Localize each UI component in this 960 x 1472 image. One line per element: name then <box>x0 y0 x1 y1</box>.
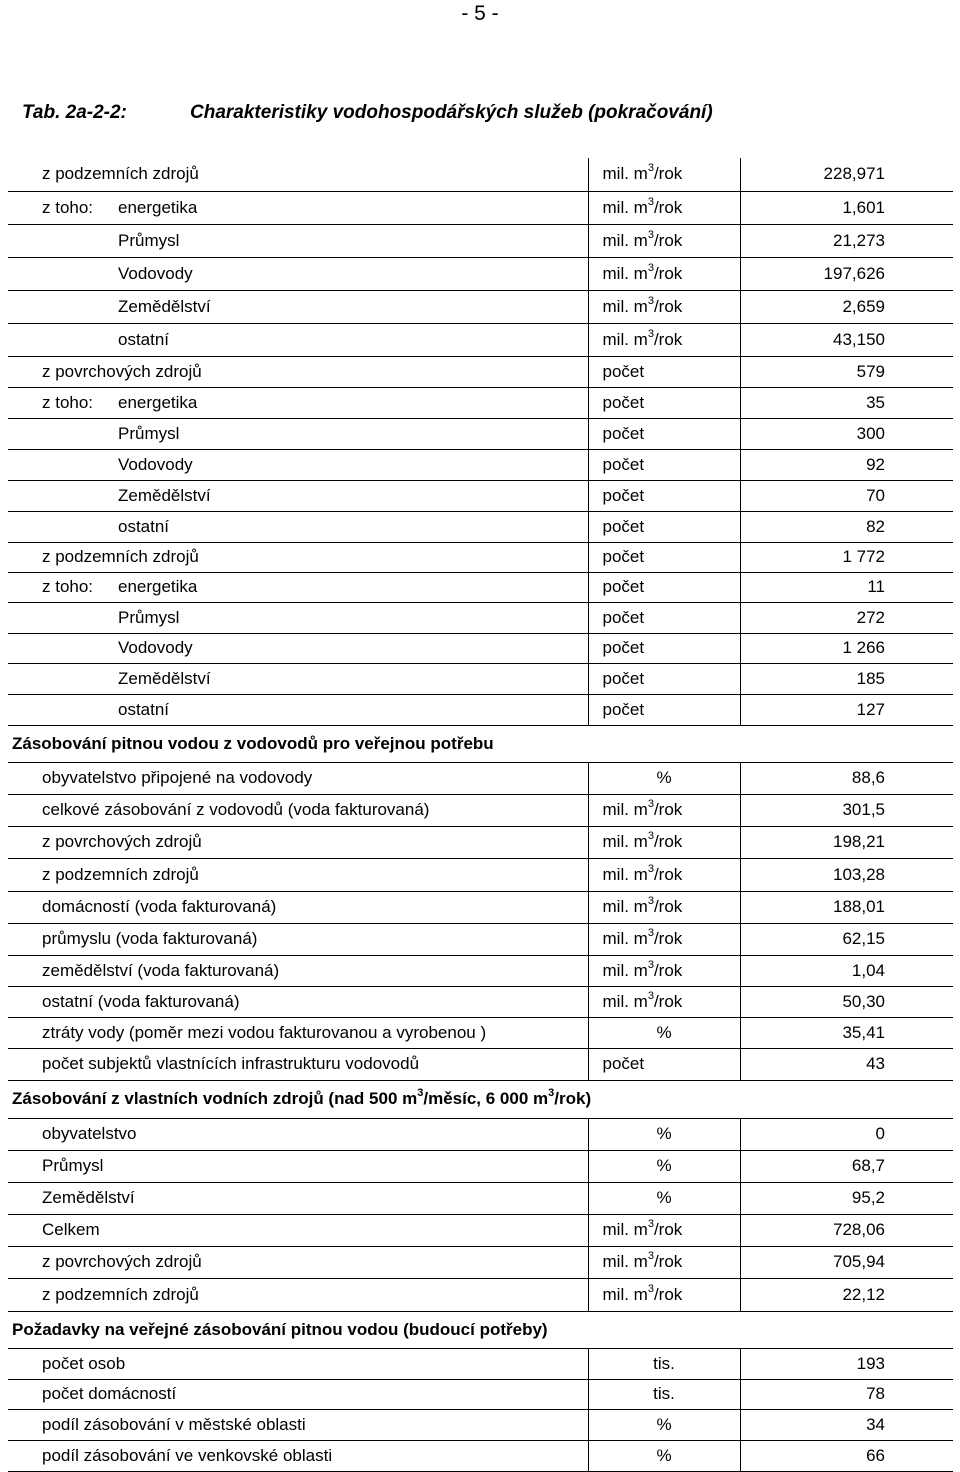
row-unit: % <box>656 1414 672 1434</box>
row-unit: % <box>656 768 672 787</box>
unit-prefix: mil. m <box>602 991 648 1011</box>
row-unit-cell <box>588 1150 740 1182</box>
unit-superscript: 3 <box>647 195 654 208</box>
unit-prefix: mil. m <box>602 960 648 980</box>
row-value: 50,30 <box>740 986 953 1017</box>
table-row <box>8 1182 953 1214</box>
section-heading-row <box>8 1311 953 1348</box>
table-caption <box>22 102 713 124</box>
row-unit: počet <box>602 361 645 381</box>
row-value: 228,971 <box>740 158 953 191</box>
table-row <box>8 923 953 955</box>
section-heading-text: Zásobování pitnou vodou z vodovodů pro veřejnou potřebu <box>12 733 494 753</box>
unit-suffix: /rok <box>653 991 683 1011</box>
page-number: - 5 - <box>461 2 499 25</box>
row-value: 11 <box>740 572 953 602</box>
row-unit: % <box>656 1124 672 1143</box>
section-heading-text: Požadavky na veřejné zásobování pitnou vodou (budoucí potřeby) <box>12 1319 548 1339</box>
row-unit-cell <box>588 1409 740 1440</box>
row-value: 1,601 <box>740 191 953 224</box>
row-unit: počet <box>602 577 645 596</box>
unit-prefix: mil. m <box>602 296 648 316</box>
unit-prefix: mil. m <box>602 800 648 819</box>
row-value: 0 <box>740 1118 953 1150</box>
unit-suffix: /rok <box>653 230 683 250</box>
row-label-cell <box>8 923 588 955</box>
water-services-table <box>8 158 953 1472</box>
row-label-cell <box>8 387 588 418</box>
row-label: z podzemních zdrojů <box>42 164 199 184</box>
row-label-cell <box>8 572 588 602</box>
row-label-cell <box>8 224 588 257</box>
section-heading-sup: 3 <box>548 1087 555 1099</box>
unit-superscript: 3 <box>647 830 654 842</box>
row-unit-cell <box>588 663 740 694</box>
table-row <box>8 891 953 923</box>
row-unit: tis. <box>653 1353 675 1373</box>
row-unit-cell <box>588 418 740 449</box>
row-label: energetika <box>118 577 198 596</box>
row-value: 43 <box>740 1048 953 1080</box>
row-label-cell <box>8 542 588 572</box>
table-row <box>8 1246 953 1278</box>
unit-suffix: /rok <box>653 864 683 884</box>
row-label: zemědělství (voda fakturovaná) <box>42 960 280 980</box>
row-label: ostatní <box>118 329 170 349</box>
row-unit-cell <box>588 449 740 480</box>
row-label-cell <box>8 794 588 826</box>
row-unit-cell <box>588 1379 740 1409</box>
row-label: Průmysl <box>118 230 180 250</box>
table-caption-label: Tab. 2a-2-2: <box>22 102 127 123</box>
row-unit-cell <box>588 891 740 923</box>
unit-suffix: /rok <box>653 1252 683 1271</box>
row-unit: % <box>656 1445 672 1465</box>
unit-prefix: mil. m <box>602 832 648 851</box>
row-label-cell <box>8 633 588 663</box>
row-label: z podzemních zdrojů <box>42 547 199 566</box>
row-unit-cell <box>588 191 740 224</box>
table-row <box>8 1150 953 1182</box>
row-prefix: z toho: <box>42 197 94 217</box>
unit-suffix: /rok <box>653 1220 683 1239</box>
row-label-cell <box>8 257 588 290</box>
unit-prefix: mil. m <box>602 197 648 217</box>
row-value: 66 <box>740 1440 953 1471</box>
row-label: podíl zásobování ve venkovské oblasti <box>42 1445 333 1465</box>
unit-prefix: mil. m <box>602 1284 648 1304</box>
table-row <box>8 986 953 1017</box>
row-unit-cell <box>588 290 740 323</box>
row-unit-cell <box>588 794 740 826</box>
row-label: energetika <box>118 392 198 412</box>
table-body <box>8 158 953 1471</box>
unit-superscript: 3 <box>647 162 654 175</box>
table-row <box>8 480 953 511</box>
row-unit-cell <box>588 923 740 955</box>
row-unit-cell <box>588 602 740 633</box>
unit-suffix: /rok <box>653 164 683 184</box>
row-label-cell <box>8 891 588 923</box>
unit-suffix: /rok <box>653 197 683 217</box>
row-label-cell <box>8 602 588 633</box>
unit-superscript: 3 <box>647 1282 654 1295</box>
row-label: energetika <box>118 197 198 217</box>
row-unit-cell <box>588 1182 740 1214</box>
section-heading-row <box>8 1080 953 1118</box>
table-row <box>8 633 953 663</box>
unit-superscript: 3 <box>647 261 654 274</box>
table-row <box>8 572 953 602</box>
row-value: 43,150 <box>740 323 953 356</box>
row-unit-cell <box>588 694 740 725</box>
row-value: 197,626 <box>740 257 953 290</box>
row-label: Celkem <box>42 1220 100 1239</box>
table-row <box>8 1409 953 1440</box>
row-label: Zemědělství <box>118 296 211 316</box>
table-row <box>8 387 953 418</box>
row-unit-cell <box>588 1440 740 1471</box>
unit-prefix: mil. m <box>602 897 648 916</box>
table-row <box>8 449 953 480</box>
row-label: počet subjektů vlastnících infrastrukturu vodovodů <box>42 1054 420 1073</box>
row-unit-cell <box>588 986 740 1017</box>
row-label-cell <box>8 1278 588 1311</box>
row-value: 62,15 <box>740 923 953 955</box>
row-unit-cell <box>588 826 740 858</box>
row-unit: počet <box>602 607 645 627</box>
row-value: 22,12 <box>740 1278 953 1311</box>
unit-superscript: 3 <box>647 294 654 307</box>
row-value: 103,28 <box>740 858 953 891</box>
table-row <box>8 1214 953 1246</box>
row-label: z podzemních zdrojů <box>42 864 199 884</box>
row-unit-cell <box>588 1017 740 1048</box>
row-value: 728,06 <box>740 1214 953 1246</box>
row-value: 88,6 <box>740 762 953 794</box>
row-label: celkové zásobování z vodovodů (voda fakturovaná) <box>42 800 430 819</box>
row-unit: % <box>656 1156 672 1175</box>
table-row <box>8 191 953 224</box>
table-row <box>8 955 953 986</box>
row-unit: % <box>656 1188 672 1207</box>
table-row <box>8 858 953 891</box>
row-value: 705,94 <box>740 1246 953 1278</box>
row-unit: počet <box>602 699 645 719</box>
row-value: 198,21 <box>740 826 953 858</box>
unit-prefix: mil. m <box>602 929 648 948</box>
row-unit-cell <box>588 955 740 986</box>
table-row <box>8 1017 953 1048</box>
row-label-cell <box>8 1182 588 1214</box>
row-value: 193 <box>740 1348 953 1379</box>
row-label: ostatní <box>118 699 170 719</box>
row-value: 78 <box>740 1379 953 1409</box>
row-label-cell <box>8 1017 588 1048</box>
row-label-cell <box>8 762 588 794</box>
row-label-cell <box>8 449 588 480</box>
row-label-cell <box>8 1150 588 1182</box>
row-unit-cell <box>588 1246 740 1278</box>
table-row <box>8 158 953 191</box>
row-label-cell <box>8 511 588 542</box>
row-label-cell <box>8 663 588 694</box>
row-value: 34 <box>740 1409 953 1440</box>
table-row <box>8 1278 953 1311</box>
row-label: Průmysl <box>118 423 180 443</box>
table-row <box>8 1048 953 1080</box>
unit-suffix: /rok <box>653 1284 683 1304</box>
row-label-cell <box>8 826 588 858</box>
table-row <box>8 1118 953 1150</box>
row-value: 2,659 <box>740 290 953 323</box>
row-label: ztráty vody (poměr mezi vodou fakturovanou a vyrobenou ) <box>42 1022 487 1042</box>
unit-superscript: 3 <box>647 1250 654 1262</box>
table-row <box>8 826 953 858</box>
row-unit: počet <box>602 454 645 474</box>
unit-superscript: 3 <box>647 228 654 241</box>
row-label-cell <box>8 1118 588 1150</box>
row-label: Vodovody <box>118 263 193 283</box>
row-unit-cell <box>588 1278 740 1311</box>
row-unit-cell <box>588 387 740 418</box>
table-row <box>8 1440 953 1471</box>
row-label-cell <box>8 480 588 511</box>
row-label: z povrchových zdrojů <box>42 832 202 851</box>
section-heading-text: /rok) <box>554 1089 592 1108</box>
row-label: obyvatelstvo <box>42 1124 137 1143</box>
unit-prefix: mil. m <box>602 263 648 283</box>
row-value: 1 266 <box>740 633 953 663</box>
table-row <box>8 542 953 572</box>
table-caption-title: Charakteristiky vodohospodářských služeb (pokračování) <box>190 102 713 123</box>
table-row <box>8 663 953 694</box>
row-unit: počet <box>602 423 645 443</box>
row-value: 21,273 <box>740 224 953 257</box>
row-label: Průmysl <box>118 607 180 627</box>
row-label: z povrchových zdrojů <box>42 361 202 381</box>
unit-suffix: /rok <box>653 832 683 851</box>
table-row <box>8 356 953 387</box>
section-heading-row <box>8 725 953 762</box>
table-row <box>8 1379 953 1409</box>
table-row <box>8 511 953 542</box>
unit-suffix: /rok <box>653 296 683 316</box>
row-prefix: z toho: <box>42 392 94 412</box>
row-value: 95,2 <box>740 1182 953 1214</box>
row-label-cell <box>8 1246 588 1278</box>
row-label-cell <box>8 356 588 387</box>
row-label-cell <box>8 986 588 1017</box>
unit-prefix: mil. m <box>602 864 648 884</box>
row-value: 272 <box>740 602 953 633</box>
row-label: z povrchových zdrojů <box>42 1252 202 1271</box>
row-unit-cell <box>588 323 740 356</box>
row-label: Zemědělství <box>118 485 211 505</box>
row-unit-cell <box>588 1348 740 1379</box>
row-label-cell <box>8 158 588 191</box>
row-label: podíl zásobování v městské oblasti <box>42 1414 306 1434</box>
row-value: 68,7 <box>740 1150 953 1182</box>
unit-prefix: mil. m <box>602 1252 648 1271</box>
row-label: Vodovody <box>118 454 193 474</box>
table-row <box>8 323 953 356</box>
table-row <box>8 418 953 449</box>
row-unit-cell <box>588 257 740 290</box>
row-label-cell <box>8 191 588 224</box>
row-label: Vodovody <box>118 638 193 657</box>
row-label-cell <box>8 694 588 725</box>
row-label-cell <box>8 290 588 323</box>
row-label: ostatní (voda fakturovaná) <box>42 991 240 1011</box>
unit-superscript: 3 <box>647 989 654 1002</box>
row-label-cell <box>8 1348 588 1379</box>
unit-superscript: 3 <box>647 862 654 875</box>
unit-suffix: /rok <box>653 800 683 819</box>
row-unit-cell <box>588 572 740 602</box>
unit-superscript: 3 <box>647 958 654 971</box>
table-row <box>8 1348 953 1379</box>
unit-suffix: /rok <box>653 897 683 916</box>
row-unit-cell <box>588 858 740 891</box>
row-label-cell <box>8 1379 588 1409</box>
row-label-cell <box>8 1409 588 1440</box>
row-label-cell <box>8 1440 588 1471</box>
unit-prefix: mil. m <box>602 329 648 349</box>
row-value: 185 <box>740 663 953 694</box>
row-value: 1 772 <box>740 542 953 572</box>
row-unit: počet <box>602 668 645 688</box>
table-row <box>8 762 953 794</box>
row-unit: počet <box>602 1054 645 1073</box>
row-value: 35,41 <box>740 1017 953 1048</box>
table-row <box>8 290 953 323</box>
unit-prefix: mil. m <box>602 1220 648 1239</box>
section-heading <box>8 1311 953 1348</box>
row-unit: tis. <box>653 1384 675 1403</box>
row-unit-cell <box>588 1118 740 1150</box>
section-heading-text: /měsíc, 6 000 m <box>423 1089 549 1108</box>
row-value: 82 <box>740 511 953 542</box>
row-unit: počet <box>602 547 645 566</box>
section-heading-text: Zásobování z vlastních vodních zdrojů (nad 500 m <box>12 1089 418 1108</box>
unit-suffix: /rok <box>653 329 683 349</box>
section-heading <box>8 725 953 762</box>
row-unit-cell <box>588 158 740 191</box>
row-label-cell <box>8 418 588 449</box>
unit-suffix: /rok <box>653 960 683 980</box>
row-value: 579 <box>740 356 953 387</box>
row-label: z podzemních zdrojů <box>42 1284 199 1304</box>
unit-superscript: 3 <box>647 895 654 907</box>
row-unit-cell <box>588 633 740 663</box>
row-label-cell <box>8 1048 588 1080</box>
row-value: 92 <box>740 449 953 480</box>
row-label: ostatní <box>118 516 170 536</box>
row-label-cell <box>8 955 588 986</box>
row-label: počet osob <box>42 1353 126 1373</box>
row-unit: počet <box>602 392 645 412</box>
row-unit-cell <box>588 511 740 542</box>
table-row <box>8 694 953 725</box>
unit-superscript: 3 <box>647 1218 654 1230</box>
row-label-cell <box>8 323 588 356</box>
row-label: obyvatelstvo připojené na vodovody <box>42 768 313 787</box>
section-heading <box>8 1080 953 1118</box>
unit-suffix: /rok <box>653 263 683 283</box>
row-value: 35 <box>740 387 953 418</box>
table-row <box>8 794 953 826</box>
row-unit: % <box>656 1022 672 1042</box>
unit-suffix: /rok <box>653 929 683 948</box>
row-label: Zemědělství <box>118 668 211 688</box>
row-unit: počet <box>602 485 645 505</box>
row-unit: počet <box>602 516 645 536</box>
row-value: 300 <box>740 418 953 449</box>
row-unit-cell <box>588 542 740 572</box>
row-value: 127 <box>740 694 953 725</box>
row-unit-cell <box>588 224 740 257</box>
row-unit-cell <box>588 1048 740 1080</box>
table-row <box>8 224 953 257</box>
row-label-cell <box>8 1214 588 1246</box>
row-unit-cell <box>588 356 740 387</box>
row-unit-cell <box>588 1214 740 1246</box>
row-unit-cell <box>588 762 740 794</box>
row-label-cell <box>8 858 588 891</box>
row-value: 70 <box>740 480 953 511</box>
unit-prefix: mil. m <box>602 164 648 184</box>
table-row <box>8 602 953 633</box>
row-unit: počet <box>602 638 645 657</box>
unit-superscript: 3 <box>647 798 654 810</box>
unit-superscript: 3 <box>647 327 654 340</box>
row-label: Průmysl <box>42 1156 104 1175</box>
row-value: 188,01 <box>740 891 953 923</box>
row-unit-cell <box>588 480 740 511</box>
section-heading-sup: 3 <box>417 1087 424 1099</box>
unit-prefix: mil. m <box>602 230 648 250</box>
table-row <box>8 257 953 290</box>
row-value: 1,04 <box>740 955 953 986</box>
row-label: průmyslu (voda fakturovaná) <box>42 929 258 948</box>
row-label: počet domácností <box>42 1384 177 1403</box>
row-label: Zemědělství <box>42 1188 135 1207</box>
unit-superscript: 3 <box>647 927 654 939</box>
row-value: 301,5 <box>740 794 953 826</box>
row-label: domácností (voda fakturovaná) <box>42 897 277 916</box>
row-prefix: z toho: <box>42 577 94 596</box>
